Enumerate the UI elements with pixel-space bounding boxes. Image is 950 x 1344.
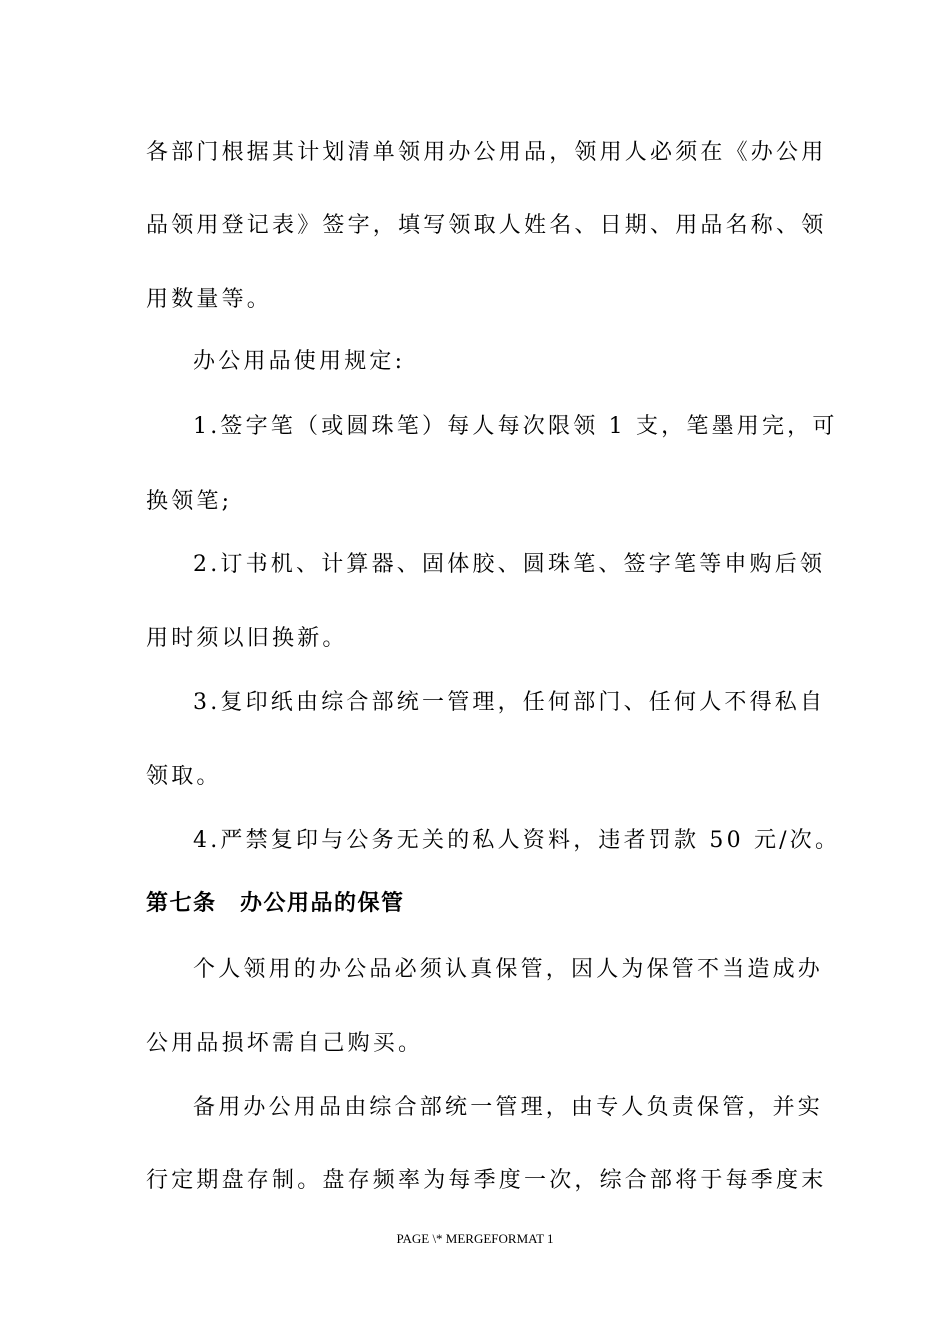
paragraph-line: 公用品损坏需自己购买。 [146, 1031, 424, 1056]
rule-item-continuation: 用时须以旧换新。 [146, 626, 348, 651]
paragraph-line: 个人领用的办公品必须认真保管，因人为保管不当造成办 [193, 957, 824, 982]
section-title: 办公用品的保管 [240, 891, 405, 916]
paragraph-line: 办公用品使用规定: [193, 349, 406, 374]
paragraph-line: 各部门根据其计划清单领用办公用品，领用人必须在《办公用 [146, 140, 827, 165]
paragraph-line: 行定期盘存制。盘存频率为每季度一次，综合部将于每季度末 [146, 1168, 827, 1193]
section-number: 第七条 [146, 891, 217, 916]
paragraph-line: 备用办公用品由综合部统一管理，由专人负责保管，并实 [193, 1095, 824, 1120]
rule-item-continuation: 领取。 [146, 764, 222, 789]
rule-item-continuation: 换领笔; [146, 489, 233, 514]
page-footer: PAGE \* MERGEFORMAT 1 [396, 1231, 554, 1246]
section-heading [146, 889, 806, 919]
rule-item: 1.签字笔（或圆珠笔）每人每次限领 1 支，笔墨用完，可 [193, 414, 838, 439]
rule-item: 4.严禁复印与公务无关的私人资料，违者罚款 50 元/次。 [193, 828, 841, 853]
rule-item: 2.订书机、计算器、固体胶、圆珠笔、签字笔等申购后领 [193, 552, 826, 577]
rule-item: 3.复印纸由综合部统一管理，任何部门、任何人不得私自 [193, 690, 826, 715]
paragraph-line: 品领用登记表》签字，填写领取人姓名、日期、用品名称、领 [146, 213, 827, 238]
paragraph-line: 用数量等。 [146, 287, 273, 312]
